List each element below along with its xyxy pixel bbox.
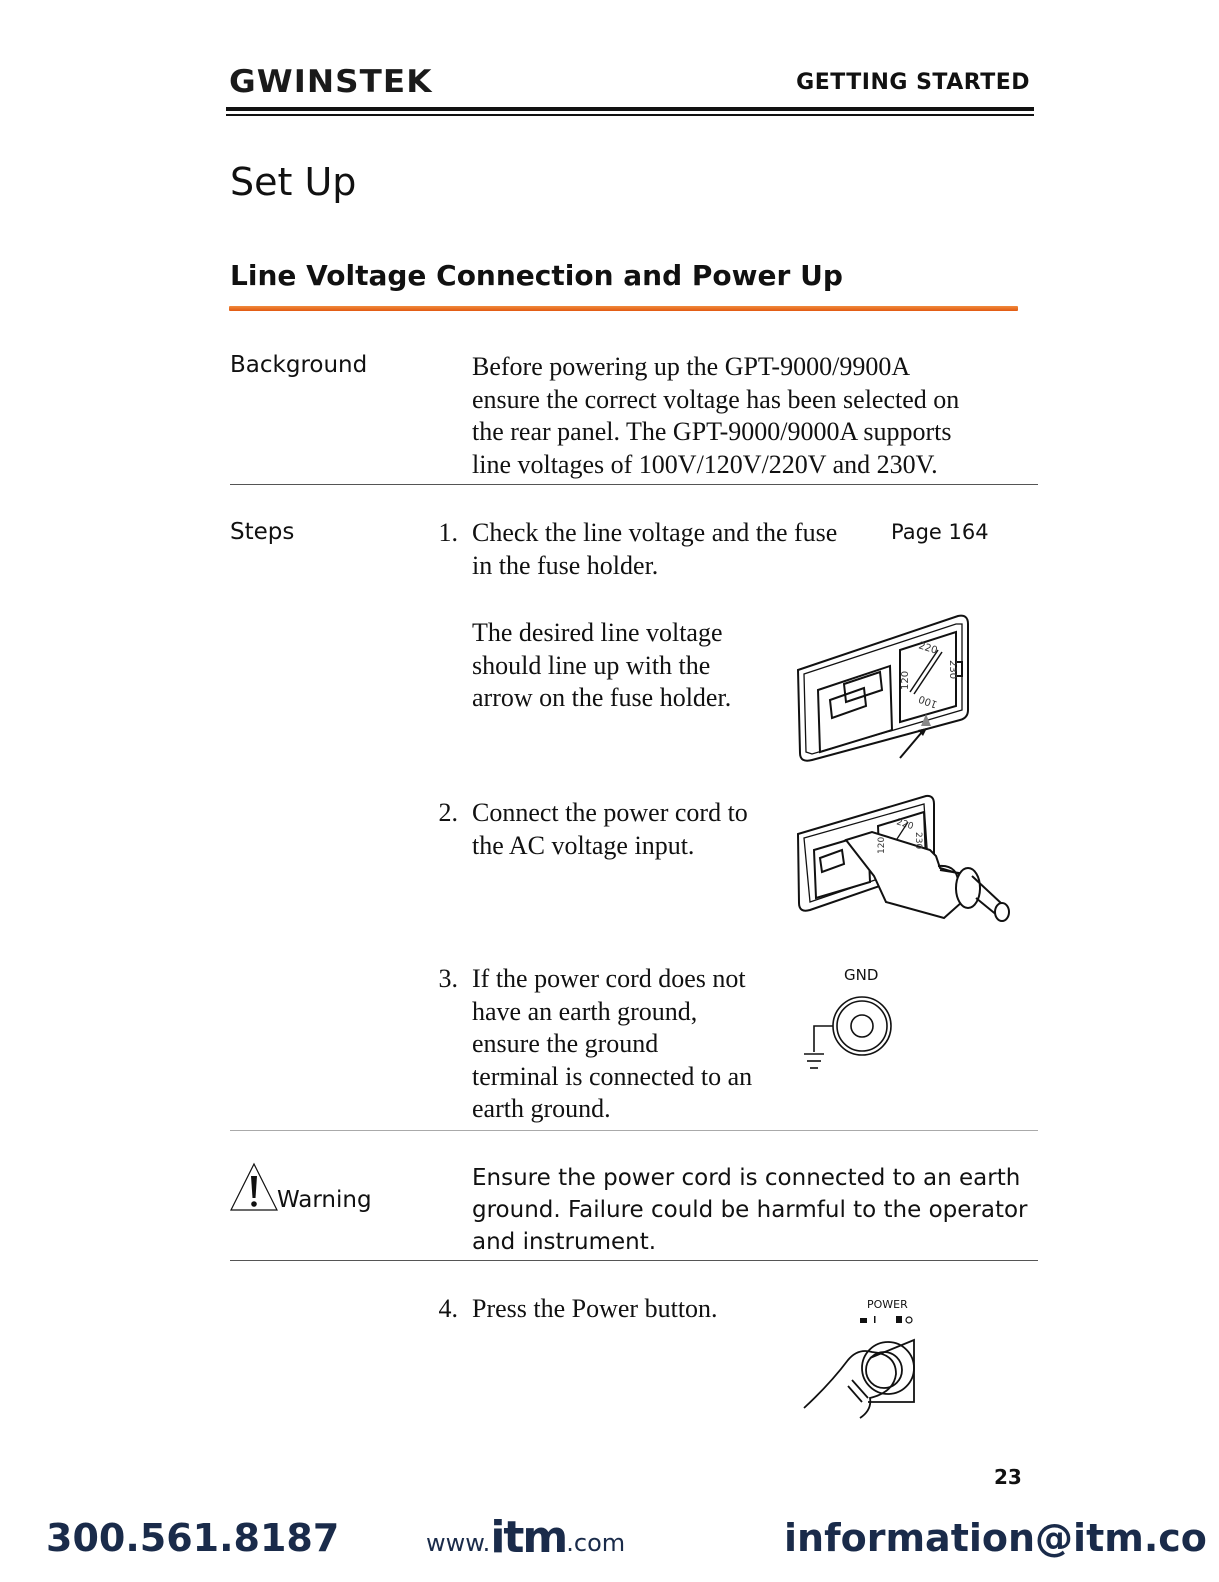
power-cord-diagram <box>790 792 1015 922</box>
divider <box>230 1260 1038 1261</box>
gwinstek-logo: GWINSTEK <box>229 64 433 100</box>
power-label: POWER <box>867 1298 908 1311</box>
gnd-label: GND <box>844 966 879 984</box>
itm-logo: itm <box>490 1512 567 1563</box>
section-subtitle: Line Voltage Connection and Power Up <box>230 259 843 292</box>
divider <box>230 484 1038 485</box>
page-title: Set Up <box>230 160 357 204</box>
footer-website[interactable] <box>426 1512 626 1563</box>
step-number: 3. <box>438 964 458 993</box>
header-rule <box>226 107 1034 111</box>
steps-label: Steps <box>230 519 295 545</box>
divider <box>230 1130 1038 1131</box>
footer-phone[interactable]: 300.561.8187 <box>46 1516 340 1560</box>
ground-terminal-diagram <box>796 962 906 1074</box>
page-reference-link[interactable]: Page 164 <box>891 520 989 544</box>
fuse-label-220: 220 <box>917 640 939 657</box>
footer-email[interactable]: information@itm.co <box>784 1516 1207 1560</box>
warning-text: Ensure the power cord is connected to an earth ground. Failure could be harmful to the operator and instrument. <box>472 1165 1028 1255</box>
warning-icon <box>229 1162 279 1212</box>
fuse-label-100: 100 <box>917 692 940 710</box>
warning-label: Warning <box>277 1187 372 1213</box>
step-number: 1. <box>438 518 458 547</box>
section-header: GETTING STARTED <box>796 70 1030 95</box>
step-3-text: If the power cord does not have an earth ground, ensure the ground terminal is connected to an earth ground. <box>472 964 753 1123</box>
power-button-diagram <box>800 1294 930 1424</box>
fuse-label-120: 120 <box>900 670 911 690</box>
fuse-holder-diagram <box>790 610 980 770</box>
background-text: Before powering up the GPT-9000/9900A ensure the correct voltage has been selected on the rear panel. The GPT-9000/9000A supports line voltages of 100V/120V/220V and 230V. <box>472 352 960 479</box>
step-number: 4. <box>438 1294 458 1323</box>
footer-web-suffix: .com <box>566 1529 626 1557</box>
step-1-text: Check the line voltage and the fuse in the fuse holder. <box>472 518 838 580</box>
footer-web-prefix: www. <box>426 1529 491 1557</box>
step-4-text: Press the Power button. <box>472 1294 718 1323</box>
step-1-note: The desired line voltage should line up with the arrow on the fuse holder. <box>472 618 732 712</box>
fuse-label-120: 120 <box>877 836 887 854</box>
background-label: Background <box>230 352 368 378</box>
fuse-label-230: 230 <box>947 660 958 680</box>
subtitle-underline <box>229 306 1018 311</box>
step-number: 2. <box>438 798 458 827</box>
page-number: 23 <box>994 1465 1022 1489</box>
step-2-text: Connect the power cord to the AC voltage input. <box>472 798 748 860</box>
fuse-label-230: 230 <box>913 832 923 850</box>
header-rule-thin <box>226 114 1034 116</box>
fuse-label-220: 220 <box>895 817 915 833</box>
